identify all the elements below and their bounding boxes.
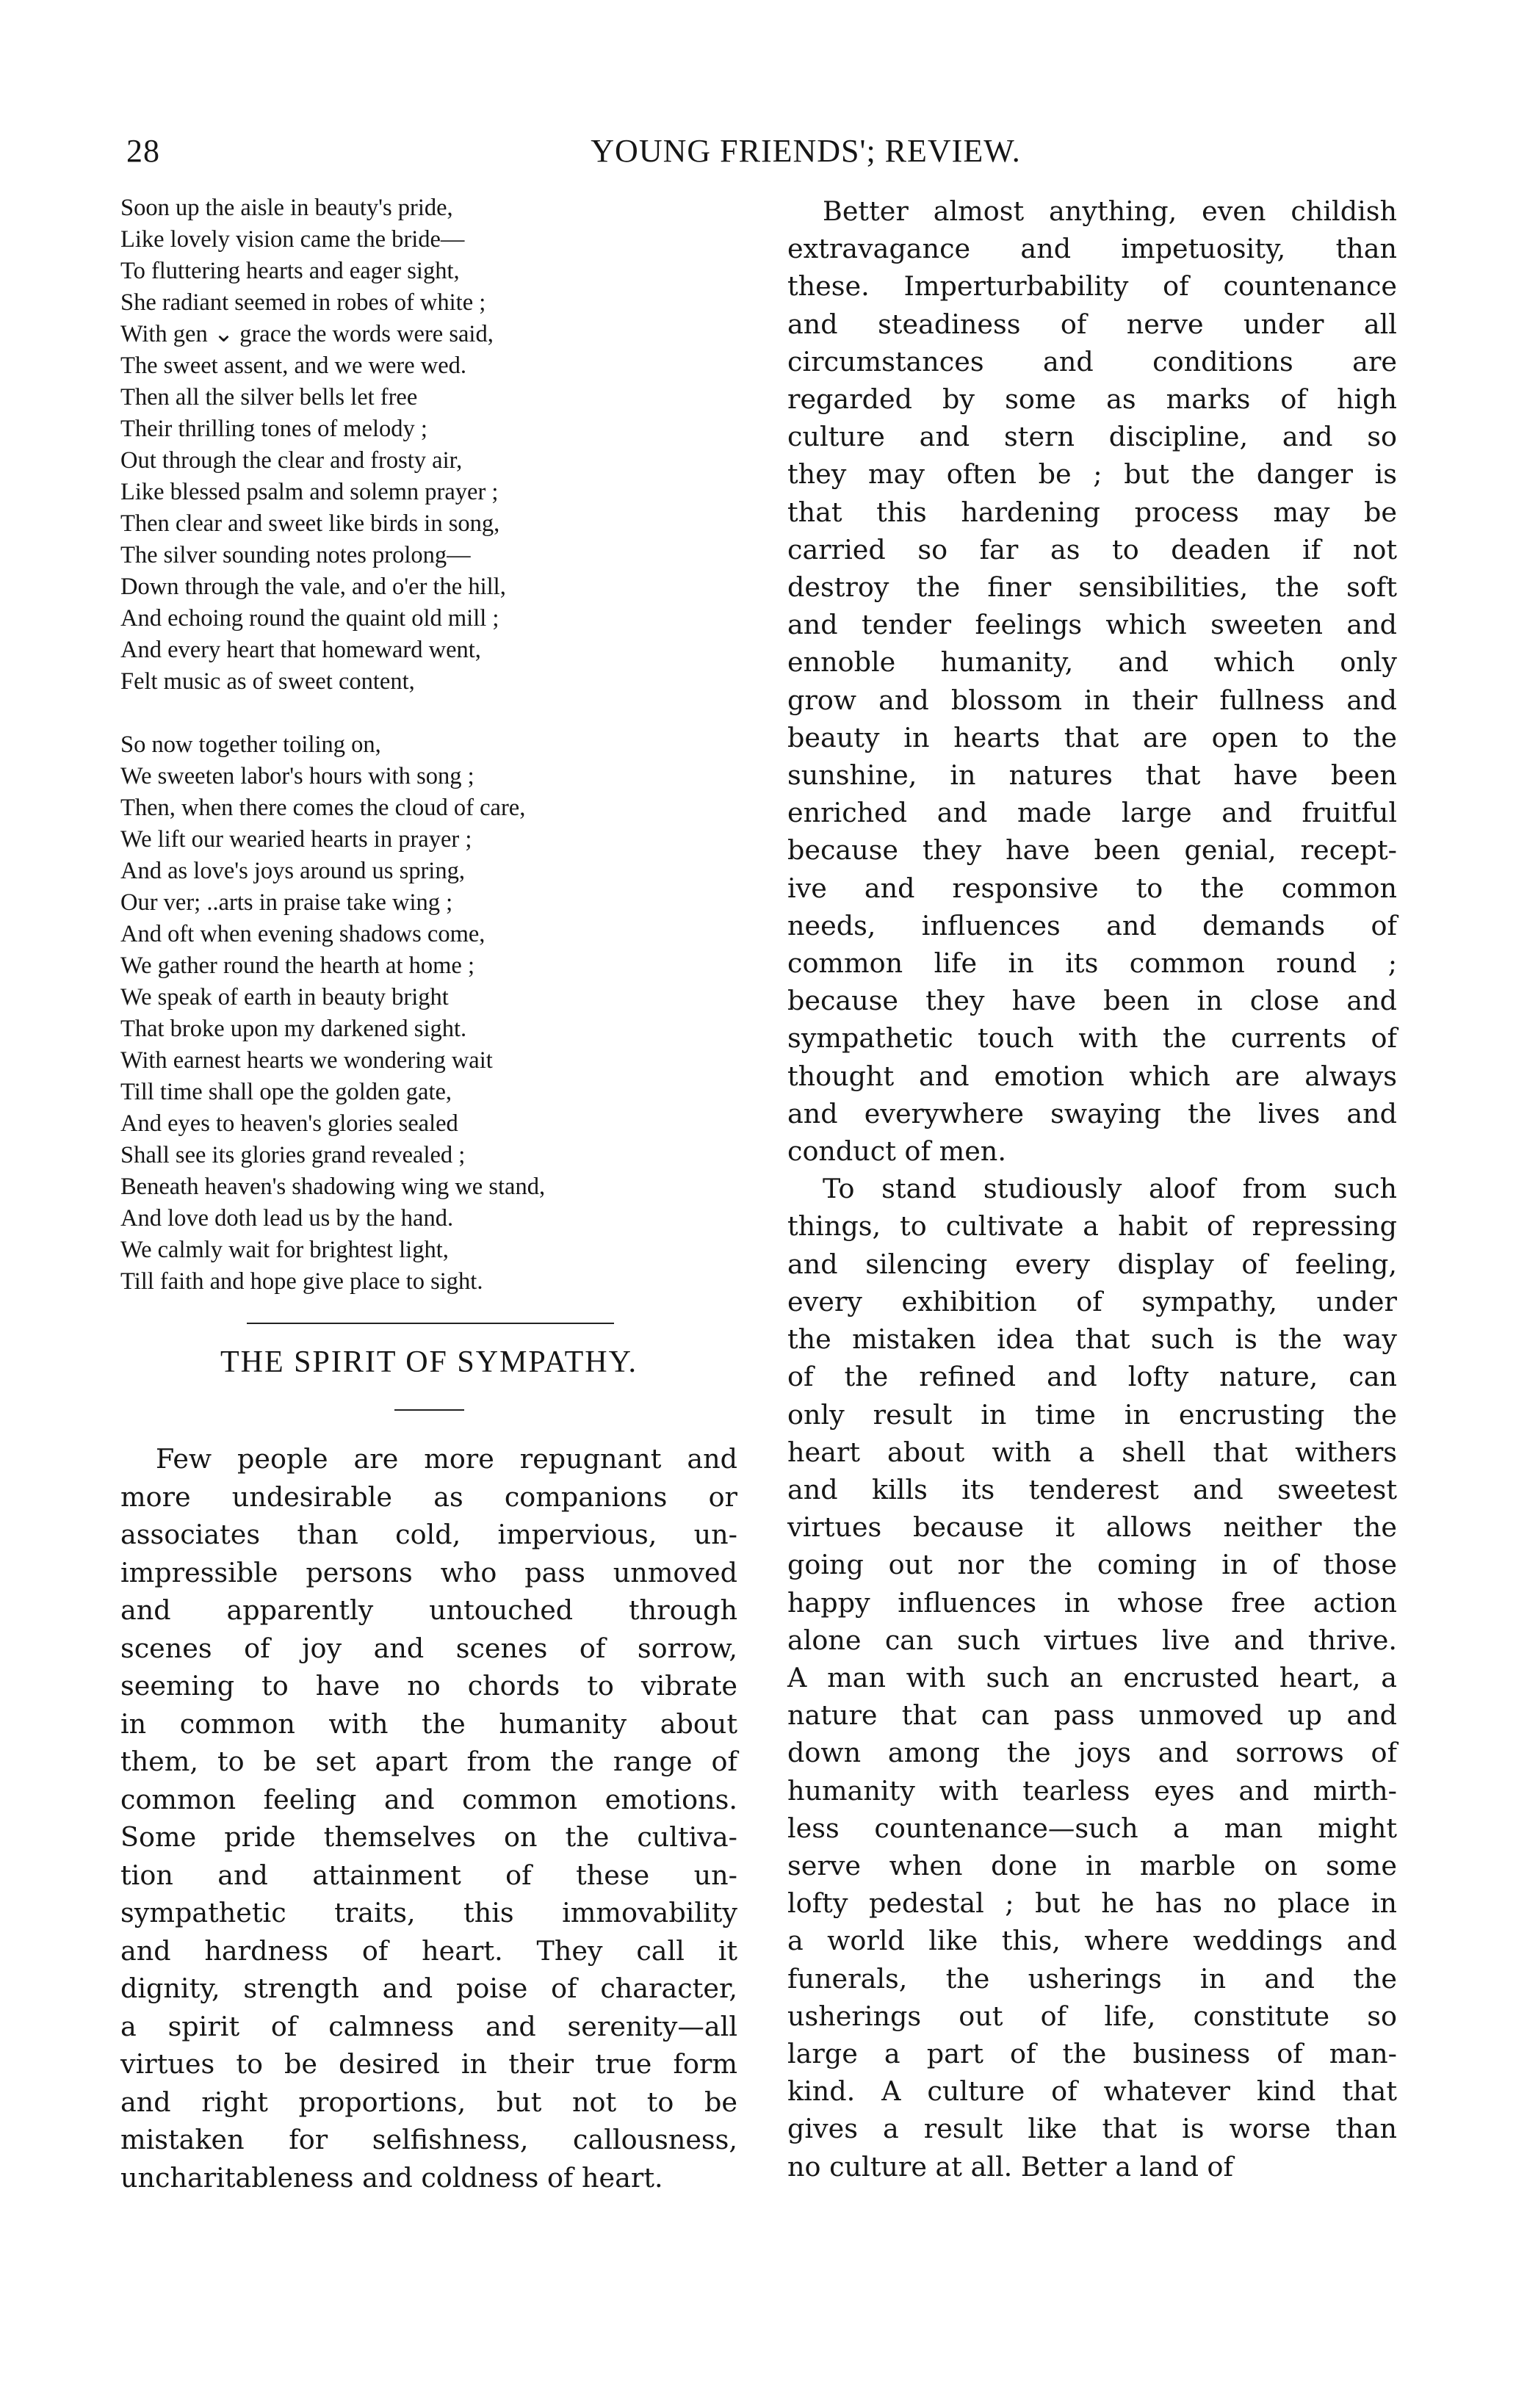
text-line: only result in time in encrusting the [787, 1398, 1397, 1431]
text-line: Few people are more repugnant and [156, 1443, 737, 1475]
page-header [126, 132, 1485, 176]
text-line: A man with such an encrusted heart, a [787, 1661, 1397, 1693]
poem-line: Till time shall ope the golden gate, [120, 1079, 452, 1105]
poem-line: Like blessed psalm and solemn prayer ; [120, 479, 499, 505]
text-line: common life in its common round ; [787, 947, 1397, 980]
text-line: usherings out of life, constitute so [787, 2000, 1397, 2032]
text-line: a world like this, where weddings and [787, 1925, 1397, 1957]
text-line: kind. A culture of whatever kind that [787, 2075, 1397, 2108]
running-title: YOUNG FRIENDS'; REVIEW. [591, 133, 1021, 169]
poem-line: And echoing round the quaint old mill ; [120, 605, 499, 632]
title-rule [394, 1409, 464, 1411]
text-line: virtues to be desired in their true form [120, 2048, 737, 2080]
text-line: common feeling and common emotions. [120, 1783, 737, 1815]
text-line: regarded by some as marks of high [787, 383, 1397, 416]
poem-line: Down through the vale, and o'er the hill, [120, 574, 506, 600]
text-line: serve when done in marble on some [787, 1849, 1397, 1881]
text-line: they may often be ; but the danger is [787, 458, 1397, 491]
article-paragraph-3 [787, 1170, 1397, 2185]
text-line: dignity, strength and poise of character, [120, 1973, 737, 2004]
poem-line: And as love's joys around us spring, [120, 858, 465, 884]
text-line: sympathetic traits, this immovability [120, 1897, 737, 1928]
text-line: happy influences in whose free action [787, 1586, 1397, 1619]
left-column [120, 192, 737, 2197]
poem-line: Beneath heaven's shadowing wing we stand, [120, 1174, 546, 1200]
poem-line: And oft when evening shadows come, [120, 921, 486, 947]
text-line: ennoble humanity, and which only [787, 646, 1397, 679]
text-line: carried so far as to deaden if not [787, 533, 1397, 565]
text-line: mistaken for selfishness, callousness, [120, 2124, 737, 2155]
poem-stanza-1 [120, 192, 737, 698]
text-line: virtues because it allows neither the [787, 1511, 1397, 1544]
article-paragraph-2 [787, 192, 1397, 1170]
text-line: and apparently untouched through [120, 1594, 737, 1626]
right-column [787, 192, 1397, 2185]
text-line: associates than cold, impervious, un- [120, 1519, 737, 1550]
poem-line: We calmly wait for brightest light, [120, 1237, 449, 1263]
text-line: enriched and made large and fruitful [787, 797, 1397, 829]
text-line: of the refined and lofty nature, can [787, 1361, 1397, 1393]
poem-line: We speak of earth in beauty bright [120, 984, 449, 1010]
poem-line: Like lovely vision came the bride— [120, 226, 465, 253]
text-line: destroy the finer sensibilities, the soft [787, 571, 1397, 604]
text-line: because they have been genial, recept- [787, 834, 1397, 867]
poem-line: Soon up the aisle in beauty's pride, [120, 195, 453, 221]
text-line: down among the joys and sorrows of [787, 1737, 1397, 1769]
text-line: going out nor the coming in of those [787, 1549, 1397, 1581]
text-line: alone can such virtues live and thrive. [787, 1624, 1397, 1656]
page-number: 28 [126, 133, 160, 169]
poem-line: Then, when there comes the cloud of care, [120, 795, 526, 821]
text-line: Some pride themselves on the cultiva- [120, 1821, 737, 1853]
poem-line: We sweeten labor's hours with song ; [120, 763, 474, 789]
poem-line: We gather round the hearth at home ; [120, 952, 474, 979]
text-line: lofty pedestal ; but he has no place in [787, 1887, 1397, 1920]
poem-line: Shall see its glories grand revealed ; [120, 1142, 466, 1168]
poem-line: To fluttering hearts and eager sight, [120, 258, 460, 284]
text-line: extravagance and impetuosity, than [787, 233, 1397, 265]
text-line: less countenance—such a man might [787, 1812, 1397, 1844]
text-line: conduct of men. [787, 1135, 1006, 1168]
poem-line: And every heart that homeward went, [120, 637, 481, 663]
text-line: heart about with a shell that withers [787, 1436, 1397, 1468]
text-line: and tender feelings which sweeten and [787, 609, 1397, 641]
poem-line: The sweet assent, and we were wed. [120, 352, 467, 379]
text-line: in common with the humanity about [120, 1707, 737, 1740]
text-line: because they have been in close and [787, 985, 1397, 1017]
text-line: and hardness of heart. They call it [120, 1934, 737, 1967]
text-line: and everywhere swaying the lives and [787, 1097, 1397, 1129]
text-line: circumstances and conditions are [787, 345, 1397, 377]
poem-line: With earnest hearts we wondering wait [120, 1047, 493, 1074]
text-line: these. Imperturbability of countenance [787, 270, 1397, 303]
text-line: and kills its tenderest and sweetest [787, 1473, 1397, 1505]
text-line: and silencing every display of feeling, [787, 1248, 1397, 1280]
text-line: grow and blossom in their fullness and [787, 684, 1397, 716]
text-line: humanity with tearless eyes and mirth- [787, 1774, 1397, 1807]
text-line: tion and attainment of these un- [120, 1859, 737, 1891]
text-line: sunshine, in natures that have been [787, 759, 1397, 792]
poem-line: Out through the clear and frosty air, [120, 447, 463, 474]
text-line: large a part of the business of man- [787, 2037, 1397, 2069]
text-line: sympathetic touch with the currents of [787, 1022, 1397, 1055]
article-left-text [120, 1440, 737, 2197]
poem-line: With gen ⌄ grace the words were said, [120, 321, 494, 347]
text-line: more undesirable as companions or [120, 1480, 737, 1513]
text-line: the mistaken idea that such is the way [787, 1323, 1397, 1356]
poem-line: Then all the silver bells let free [120, 384, 418, 411]
text-line: no culture at all. Better a land of [787, 2150, 1234, 2183]
text-line: every exhibition of sympathy, under [787, 1285, 1397, 1317]
poem-line: Till faith and hope give place to sight. [120, 1268, 483, 1295]
text-line: needs, influences and demands of [787, 909, 1397, 941]
section-divider [247, 1323, 614, 1324]
text-line: ive and responsive to the common [787, 872, 1397, 904]
poem-line: And eyes to heaven's glories sealed [120, 1110, 458, 1137]
text-line: funerals, the usherings in and the [787, 1962, 1397, 1995]
article-title: THE SPIRIT OF SYMPATHY. [220, 1345, 638, 1379]
poem-line: The silver sounding notes prolong— [120, 542, 471, 568]
text-line: To stand studiously aloof from such [823, 1173, 1397, 1205]
poem-line: And love doth lead us by the hand. [120, 1205, 454, 1232]
text-line: culture and stern discipline, and so [787, 421, 1397, 453]
poem-line: Our ver; ..arts in praise take wing ; [120, 889, 453, 916]
text-line: and steadiness of nerve under all [787, 308, 1397, 340]
poem-line: That broke upon my darkened sight. [120, 1016, 467, 1042]
text-line: seeming to have no chords to vibrate [120, 1670, 737, 1702]
text-line: Better almost anything, even childish [823, 195, 1397, 227]
text-line: that this hardening process may be [787, 496, 1397, 528]
poem-line: Their thrilling tones of melody ; [120, 416, 427, 442]
text-line: thought and emotion which are always [787, 1060, 1397, 1092]
text-line: nature that can pass unmoved up and [787, 1699, 1397, 1732]
text-line: uncharitableness and coldness of heart. [120, 2161, 663, 2194]
text-line: impressible persons who pass unmoved [120, 1556, 737, 1588]
text-line: things, to cultivate a habit of repressing [787, 1210, 1397, 1243]
text-line: gives a result like that is worse than [787, 2113, 1397, 2145]
poem-line: She radiant seemed in robes of white ; [120, 289, 486, 316]
poem-line: So now together toiling on, [120, 731, 381, 758]
poem-line: We lift our wearied hearts in prayer ; [120, 826, 472, 853]
poem-line: Felt music as of sweet content, [120, 668, 415, 695]
poem-line: Then clear and sweet like birds in song, [120, 510, 500, 537]
text-line: beauty in hearts that are open to the [787, 721, 1397, 753]
text-line: and right proportions, but not to be [120, 2086, 737, 2118]
text-line: them, to be set apart from the range of [120, 1746, 737, 1777]
text-line: a spirit of calmness and serenity—all [120, 2010, 737, 2042]
text-line: scenes of joy and scenes of sorrow, [120, 1632, 737, 1664]
poem-stanza-2 [120, 729, 737, 1298]
